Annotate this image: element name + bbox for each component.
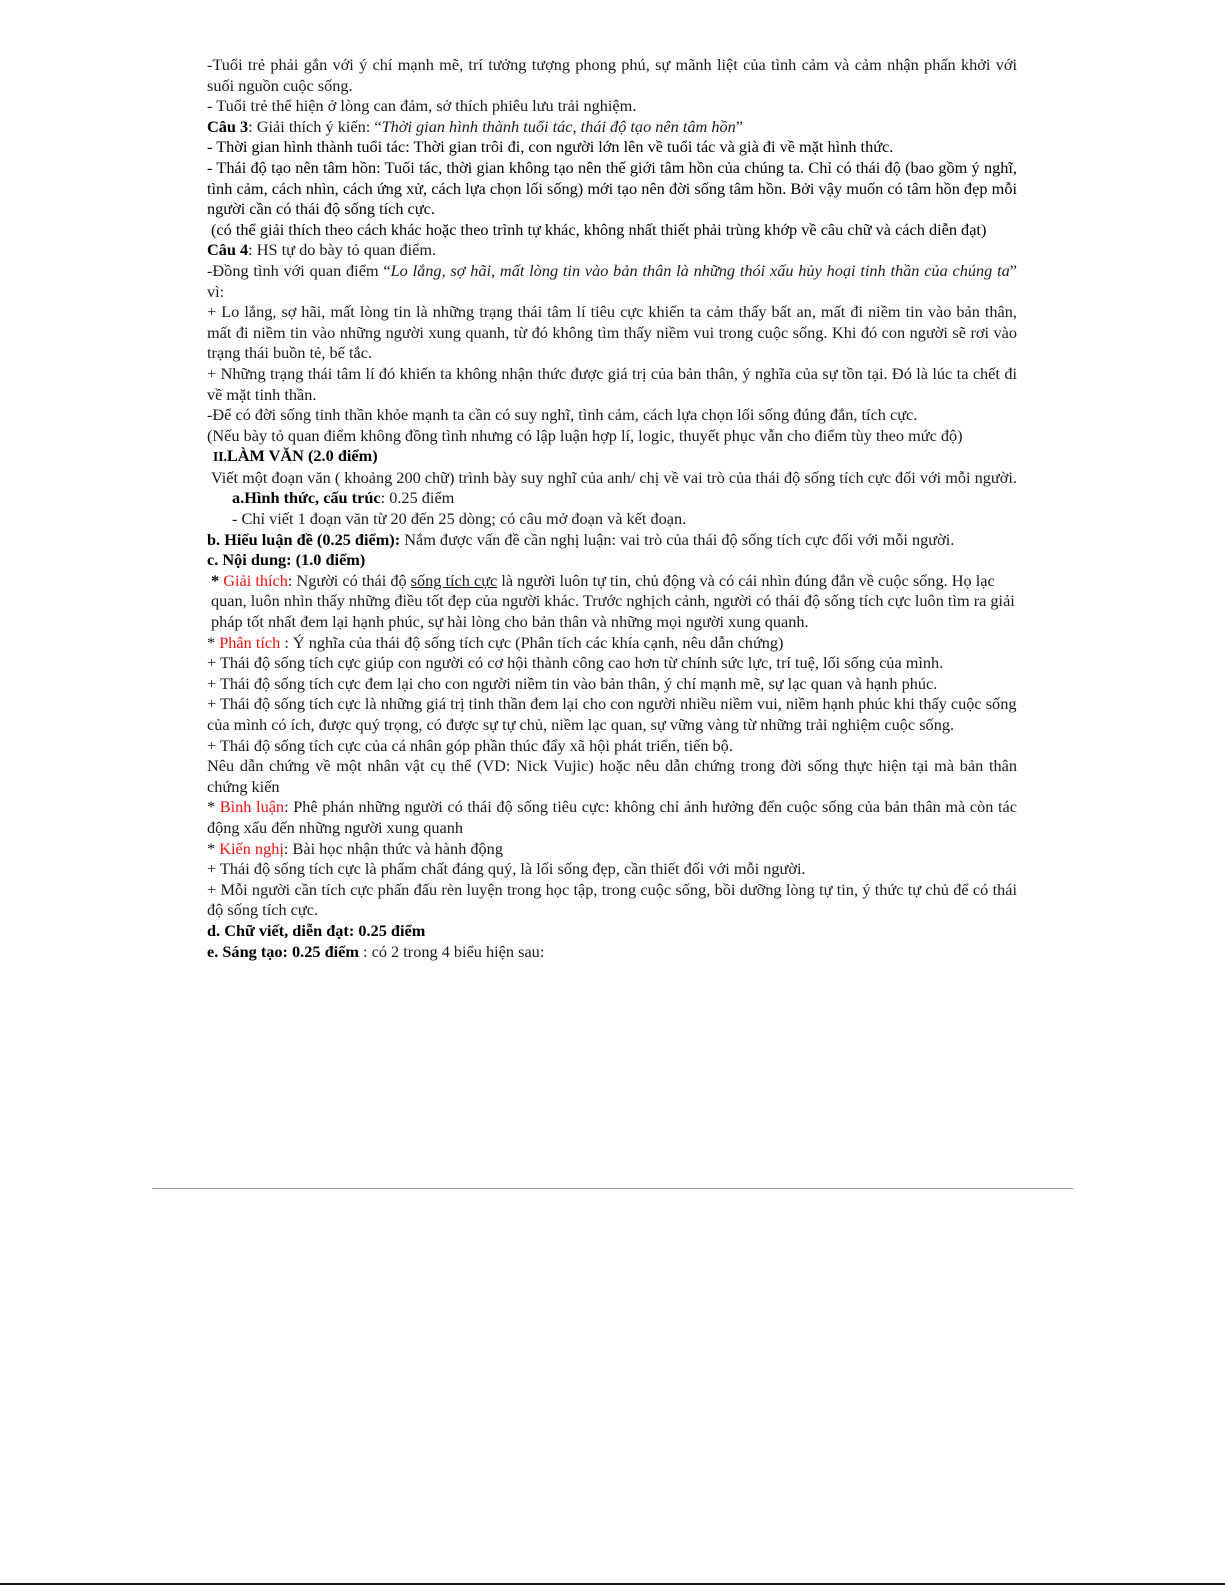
page-divider (152, 1188, 1073, 1189)
paragraph-commentary: * Bình luận: Phê phán những người có thái độ sống tiêu cực: không chỉ ảnh hưởng đến cuộc sống của bản thân mà còn tác động xấu đến những người xung quanh (207, 797, 1017, 837)
paragraph-youth-will: -Tuổi trẻ phải gắn với ý chí mạnh mẽ, trí tưởng tượng phong phú, sự mãnh liệt của tình cảm và cảm nhận phấn khởi với suối nguồn cuộc sống. (207, 55, 1017, 95)
explanation-label: Giải thích (223, 570, 288, 590)
paragraph-alternative-note: (có thể giải thích theo cách khác hoặc theo trình tự khác, không nhất thiết phải trùng khớp về câu chữ và cách diễn đạt) (211, 219, 987, 239)
criterion-d-heading: d. Chữ viết, diễn đạt: 0.25 điểm (207, 920, 426, 940)
criterion-b: b. Hiểu luận đề (0.25 điểm): Nắm được vấn đề cần nghị luận: vai trò của thái độ sống tích cực đối với mỗi người. (207, 529, 955, 549)
paragraph-belief: + Thái độ sống tích cực đem lại cho con người niềm tin vào bản thân, ý chí mạnh mẽ, sự lạc quan và hạnh phúc. (207, 673, 938, 693)
paragraph-writing-prompt: Viết một đoạn văn ( khoảng 200 chữ) trình bày suy nghĩ của anh/ chị về vai trò của thái độ sống tích cực đối với mỗi người. (211, 467, 1017, 487)
paragraph-effort: + Mỗi người cần tích cực phấn đấu rèn luyện trong học tập, trong cuộc sống, bồi dưỡng lòng tự tin, ý thức tự chủ để có thái độ sống tích cực. (207, 879, 1017, 920)
paragraph-negative-states: + Lo lắng, sợ hãi, mất lòng tin là những trạng thái tâm lí tiêu cực khiến ta cảm thấy bất an, mất đi niềm tin vào bản thân, mất đi niềm tin vào những người xung quanh, từ đó không tìm thấy niềm vui trong cuộc sống. Khi đó con người sẽ rơi vào trạng thái buồn tẻ, bế tắc. (207, 302, 1017, 363)
analysis-label: Phân tích (219, 632, 281, 652)
document-body (207, 55, 1017, 962)
criterion-b-label: b. Hiểu luận đề (0.25 điểm): (207, 529, 401, 549)
section-2-heading: II.LÀM VĂN (2.0 điểm) (213, 446, 378, 466)
paragraph-healthy-spirit: -Để có đời sống tinh thần khỏe mạnh ta cần có suy nghĩ, tình cảm, cách lựa chọn lối sống đúng đắn, tích cực. (207, 405, 918, 425)
question-3: Câu 3: Giải thích ý kiến: “Thời gian hình thành tuổi tác, thái độ tạo nên tâm hồn” (207, 116, 744, 136)
paragraph-success: + Thái độ sống tích cực giúp con người có cơ hội thành công cao hơn từ chính sức lực, trí tuệ, lối sống của mình. (207, 653, 944, 673)
paragraph-agree-quote: -Đồng tình với quan điểm “Lo lắng, sợ hãi, mất lòng tin vào bản thân là những thói xấu hủy hoại tinh thần của chúng ta” vì: (207, 260, 1017, 301)
question-4: Câu 4: HS tự do bày tỏ quan điểm. (207, 240, 437, 260)
paragraph-society: + Thái độ sống tích cực của cá nhân góp phần thúc đẩy xã hội phát triển, tiến bộ. (207, 735, 733, 755)
positive-living-term: sống tích cực (410, 570, 498, 590)
criterion-a: a.Hình thức, cấu trúc: 0.25 điểm (232, 488, 455, 508)
recommendation-label: Kiến nghị (219, 838, 284, 858)
criterion-e: e. Sáng tạo: 0.25 điểm : có 2 trong 4 biểu hiện sau: (207, 941, 545, 961)
commentary-label: Bình luận (219, 797, 285, 817)
agree-quote-text: Lo lắng, sợ hãi, mất lòng tin vào bản thân là những thói xấu hủy hoại tinh thần của chúng ta (390, 260, 1010, 280)
paragraph-spiritual-death: + Những trạng thái tâm lí đó khiến ta không nhận thức được giá trị của bản thân, ý nghĩa của sự tồn tại. Đó là lúc ta chết đi về mặt tinh thần. (207, 363, 1017, 404)
paragraph-explanation: * Giải thích: Người có thái độ sống tích cực là người luôn tự tin, chủ động và có cái nhìn đúng đắn về cuộc sống. Họ lạc quan, luôn nhìn thấy những điều tốt đẹp của người khác. Trước nghịch cảnh, người có thái độ sống tích cực luôn tìm ra giải pháp tốt nhất đem lại hạnh phúc, sự hài lòng cho bản thân và những mọi người xung quanh. (211, 570, 1015, 632)
paragraph-youth-courage: - Tuổi trẻ thể hiện ở lòng can đảm, sở thích phiêu lưu trải nghiệm. (207, 96, 637, 116)
paragraph-time-age: - Thời gian hình thành tuổi tác: Thời gian trôi đi, con người lớn lên về tuổi tác và già đi về mặt hình thức. (207, 137, 894, 157)
paragraph-quality: + Thái độ sống tích cực là phẩm chất đáng quý, là lối sống đẹp, cần thiết đối với mỗi người. (207, 859, 806, 879)
paragraph-attitude-soul: - Thái độ tạo nên tâm hồn: Tuổi tác, thời gian không tạo nên thế giới tâm hồn của chúng ta. Chỉ có thái độ (bao gồm ý nghĩ, tình cảm, cách nhìn, cách ứng xử, cách lựa chọn lối sống) mới tạo nên đời sống tâm hồn. Bởi vậy muốn có tâm hồn đẹp mỗi người cần có thái độ sống tích cực. (207, 157, 1017, 219)
criterion-c-heading: c. Nội dung: (1.0 điểm) (207, 550, 366, 570)
paragraph-analysis: * Phân tích : Ý nghĩa của thái độ sống tích cực (Phân tích các khía cạnh, nêu dẫn chứng) (207, 632, 784, 652)
paragraph-spiritual-values: + Thái độ sống tích cực là những giá trị tinh thần đem lại cho con người nhiều niềm vui, niềm hạnh phúc khi thấy cuộc sống của mình có ích, được quý trọng, có được sự tự chủ, niềm lạc quan, sự vững vàng từ những trải nghiệm cuộc sống. (207, 694, 1017, 734)
criterion-e-label: e. Sáng tạo: 0.25 điểm (207, 941, 359, 961)
paragraph-disagree-note: (Nếu bày tỏ quan điểm không đồng tình nhưng có lập luận hợp lí, logic, thuyết phục vẫn cho điểm tùy theo mức độ) (207, 425, 963, 445)
question-3-label: Câu 3 (207, 116, 249, 136)
question-4-label: Câu 4 (207, 240, 249, 260)
paragraph-recommendation: * Kiến nghị: Bài học nhận thức và hành động (207, 838, 503, 858)
criterion-a-detail: - Chỉ viết 1 đoạn văn từ 20 đến 25 dòng; có câu mở đoạn và kết đoạn. (232, 509, 687, 529)
paragraph-evidence: Nêu dẫn chứng về một nhân vật cụ thể (VD: Nick Vujic) hoặc nêu dẫn chứng trong đời sống thực hiện tại mà bản thân chứng kiến (207, 756, 1017, 796)
criterion-a-label: a.Hình thức, cấu trúc (232, 488, 381, 508)
question-3-quote: Thời gian hình thành tuổi tác, thái độ tạo nên tâm hồn (381, 116, 736, 136)
